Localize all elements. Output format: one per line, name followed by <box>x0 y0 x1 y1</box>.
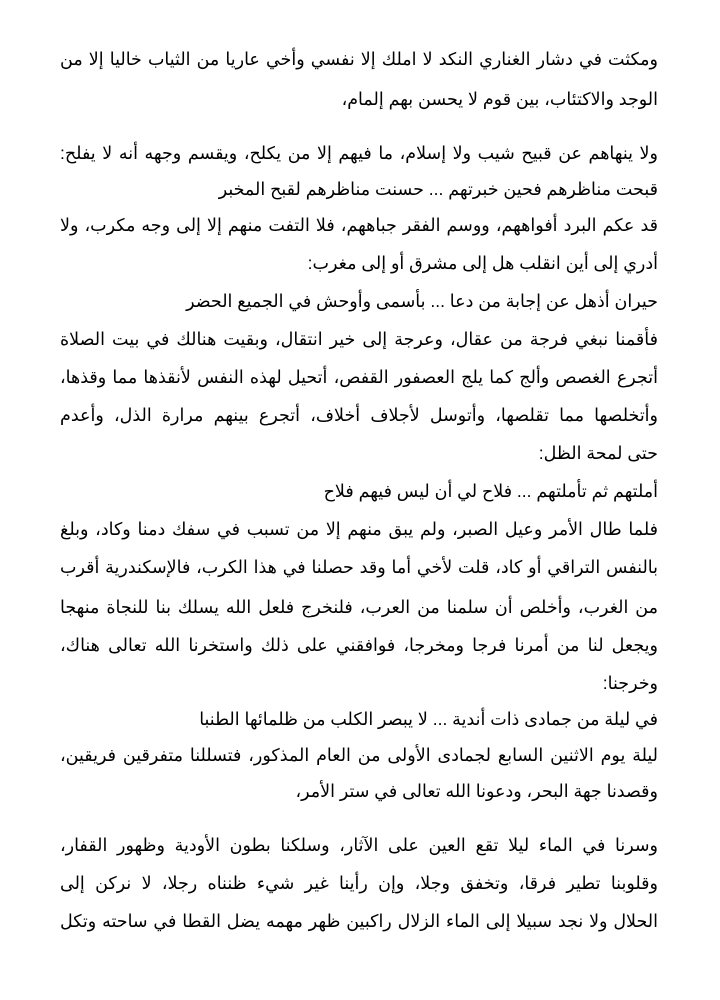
text-line: وأتخلصها مما تقلصها، وأتوسل لأجلاف أخلاف، أتجرع بينهم مرارة الذل، وأعدم <box>60 405 658 425</box>
text-line: فلما طال الأمر وعيل الصبر، ولم يبق منهم إلا من تسبب في سفك دمنا وكاد، وبلغ <box>60 519 658 539</box>
text-line: فأقمنا نبغي فرجة من عقال، وعرجة إلى خير انتقال، وبقيت هنالك في بيت الصلاة <box>60 329 658 349</box>
text-line: من الغرب، وأخلص أن سلمنا من العرب، فلنخرج فلعل الله يسلك بنا للنجاة منهجا <box>60 597 658 617</box>
text-line: حتى لمحة الظل: <box>538 443 658 463</box>
verse-line: في ليلة من جمادى ذات أندية ... لا يبصر الكلب من ظلمائها الطنبا <box>199 709 658 729</box>
text-line: أتجرع الغصص وألج كما يلج العصفور القفص، أتحيل لهذه النفس لأنقذها مما وقذها، <box>60 367 658 387</box>
text-line: قد عكم البرد أفواههم، ووسم الفقر جباههم، فلا التفت منهم إلا إلى وجه مكرب، ولا <box>60 215 658 235</box>
text-line: وخرجنا: <box>602 673 658 693</box>
verse-line: قبحت مناظرهم فحين خبرتهم ... حسنت مناظرهم لقبح المخبر <box>218 179 658 199</box>
text-line: وقلوبنا تطير فرقا، وتخفق وجلا، وإن رأينا غير شيء ظنناه رجلا، لا نركن إلى <box>60 873 658 893</box>
text-line: وسرنا في الماء ليلا تقع العين على الآثار، وسلكنا بطون الأودية وظهور القفار، <box>60 835 658 855</box>
text-line: ومكثت في دشار الغناري النكد لا املك إلا نفسي وأخي عاريا من الثياب خاليا إلا من <box>60 49 658 69</box>
text-line: ليلة يوم الاثنين السابع لجمادى الأولى من العام المذكور، فتسللنا متفرقين فريقين، <box>60 745 658 765</box>
text-line: الوجد والاكتئاب، بين قوم لا يحسن بهم إلمام، <box>341 89 658 109</box>
text-line: أدري إلى أين انقلب هل إلى مشرق أو إلى مغرب: <box>307 253 658 273</box>
verse-line: أملتهم ثم تأملتهم ... فلاح لي أن ليس فيهم فلاح <box>323 481 658 501</box>
text-line: ويجعل لنا من أمرنا فرجا ومخرجا، فوافقني على ذلك واستخرنا الله تعالى هناك، <box>60 635 658 655</box>
text-line: ولا ينهاهم عن قبيح شيب ولا إسلام، ما فيهم إلا من يكلح، ويقسم وجهه أنه لا يفلح: <box>60 143 658 163</box>
text-line: وقصدنا جهة البحر، ودعونا الله تعالى في ستر الأمر، <box>295 781 658 801</box>
verse-line: حيران أذهل عن إجابة من دعا ... بأسمى وأوحش في الجميع الحضر <box>186 291 658 311</box>
text-line: بالنفس التراقي أو كاد، قلت لأخي أما وقد حصلنا في هذا الكرب، فالإسكندرية أقرب <box>60 557 658 577</box>
text-line: الحلال ولا نجد سبيلا إلى الماء الزلال راكبين ظهر مهمه يضل القطا في ساحته وتكل <box>60 911 658 931</box>
